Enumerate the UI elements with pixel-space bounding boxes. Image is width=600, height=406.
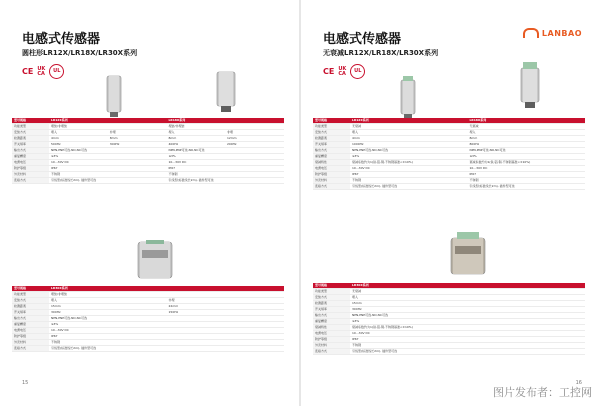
sensor-lr18-image (509, 60, 554, 112)
spec-table-bottom (12, 286, 284, 352)
table-header-row: 型号规格 LR12X系列 LR18X系列 (12, 118, 284, 124)
ul-mark-icon: UL (350, 64, 365, 79)
ukca-mark: UK CA (338, 65, 347, 77)
table-row: 重复精度 ≤3% (12, 322, 284, 328)
table-row: 防护等级 IP67 (12, 334, 284, 340)
table-row: 防护等级 IP67 IP67 (12, 166, 284, 172)
cert-marks (22, 64, 64, 79)
table-header-row: 型号规格 LR30X系列 (12, 286, 284, 292)
table-row: 检测距离 4mm 8mm 8mm 12mm (12, 136, 284, 142)
table-row: 检测距离 4mm 8mm (313, 136, 585, 142)
table-row: 外壳材料 不锈钢 (313, 343, 585, 349)
cert-marks (323, 64, 365, 79)
right-page (301, 0, 600, 406)
table-row: 连接方式 引线型(标准线长2m), 插件型可选 引线型(标准线长2m), 插件型可选 (313, 184, 585, 190)
lanbao-logo-icon (523, 28, 539, 38)
table-row: 衰减特性 衰减系数约为1(铁,铝,铜,不锈钢基准<±10%) (313, 325, 585, 331)
table-row: 功能类型 埋装/非埋装 埋装/非埋装 (12, 124, 284, 130)
table-row: 外壳材料 不锈钢 不锈钢 (12, 172, 284, 178)
sensor-lr12-image (95, 72, 135, 120)
page-number: 16 (575, 380, 582, 386)
sensor-lr18-image (205, 68, 250, 116)
table-row: 连接方式 引线型(标准线长2m), 插件型可选 (12, 346, 284, 352)
table-header-row: 型号规格 LR30X系列 (313, 283, 585, 289)
table-row: 电源电压 10...30V DC 10...30V DC (313, 166, 585, 172)
ce-mark: CE (22, 66, 34, 76)
table-row: 衰减特性 衰减系数约为1(铁,铝,铜,不锈钢基准<±10%) 衰减系数约为1(铁,铝,铜,不锈钢基准<±10%) (313, 160, 585, 166)
table-row: 开关频率 300Hz (313, 307, 585, 313)
ul-mark-icon: UL (49, 64, 64, 79)
table-row: 电源电压 10...30V DC 10...30V DC (12, 160, 284, 166)
table-row: 重复精度 ≤3% (313, 319, 585, 325)
table-row: 连接方式 引线型(标准线长2m), 插件型可选 (313, 349, 585, 355)
table-row: 开关频率 500Hz 300Hz 400Hz 200Hz (12, 142, 284, 148)
sensor-lr30-image (441, 228, 496, 280)
table-row: 外壳材料 不锈钢 (12, 340, 284, 346)
table-row: 防护等级 IP67 IP67 (313, 172, 585, 178)
table-row: 输出方式 NPN,PNP可选,NO,NC可选 (12, 316, 284, 322)
table-row: 输出方式 NPN,PNP可选,NO,NC可选 NPN,PNP可选,NO,NC可选 (313, 148, 585, 154)
table-row: 连接方式 引线型(标准线长2m), 插件型可选 引线型(标准线长2m), 插件型可选 (12, 178, 284, 184)
table-row: 检测距离 15mm (313, 301, 585, 307)
table-row: 开关频率 1000Hz 800Hz (313, 142, 585, 148)
table-row: 功能类型 埋装/非埋装 (12, 292, 284, 298)
page-number: 15 (22, 380, 29, 386)
sensor-lr12-image (389, 76, 429, 122)
table-row: 安装方式 埋入 非埋 埋入 非埋 (12, 130, 284, 136)
page-subtitle: 无衰减LR12X/LR18X/LR30X系列 (323, 49, 439, 57)
table-row: 检测距离 15mm 22mm (12, 304, 284, 310)
ce-mark: CE (323, 66, 335, 76)
table-row: 功能类型 无衰减 (313, 289, 585, 295)
table-row: 重复精度 ≤3% ≤3% (313, 154, 585, 160)
page-subtitle: 圆柱形LR12X/LR18X/LR30X系列 (22, 49, 138, 57)
publisher-watermark: 图片发布者：工控网 (493, 386, 592, 399)
table-row: 电源电压 10...30V DC (12, 328, 284, 334)
table-row: 安装方式 埋入 非埋 (12, 298, 284, 304)
table-row: 重复精度 ≤3% ≤3% (12, 154, 284, 160)
page-title: 电感式传感器 (22, 32, 101, 47)
table-row: 安装方式 埋入 (313, 295, 585, 301)
table-header-row: 型号规格 LR12X系列 LR18X系列 (313, 118, 585, 124)
spec-table-top (313, 118, 585, 190)
spec-table-top (12, 118, 284, 184)
table-row: 电源电压 10...30V DC (313, 331, 585, 337)
brand-name: LANBAO (541, 28, 582, 38)
ukca-mark: UK CA (37, 65, 46, 77)
page-title: 电感式传感器 (323, 32, 402, 47)
table-row: 安装方式 埋入 埋入 (313, 130, 585, 136)
table-row: 外壳材料 不锈钢 不锈钢 (313, 178, 585, 184)
sensor-lr30-image (128, 236, 183, 284)
spec-table-bottom (313, 283, 585, 355)
left-page (0, 0, 299, 406)
brand-logo (523, 28, 582, 38)
table-row: 输出方式 NPN,PNP可选,NO,NC可选 NPN,PNP可选,NO,NC可选 (12, 148, 284, 154)
table-row: 防护等级 IP67 (313, 337, 585, 343)
table-row: 开关频率 300Hz 150Hz (12, 310, 284, 316)
table-row: 功能类型 无衰减 无衰减 (313, 124, 585, 130)
table-row: 输出方式 NPN,PNP可选,NO,NC可选 (313, 313, 585, 319)
